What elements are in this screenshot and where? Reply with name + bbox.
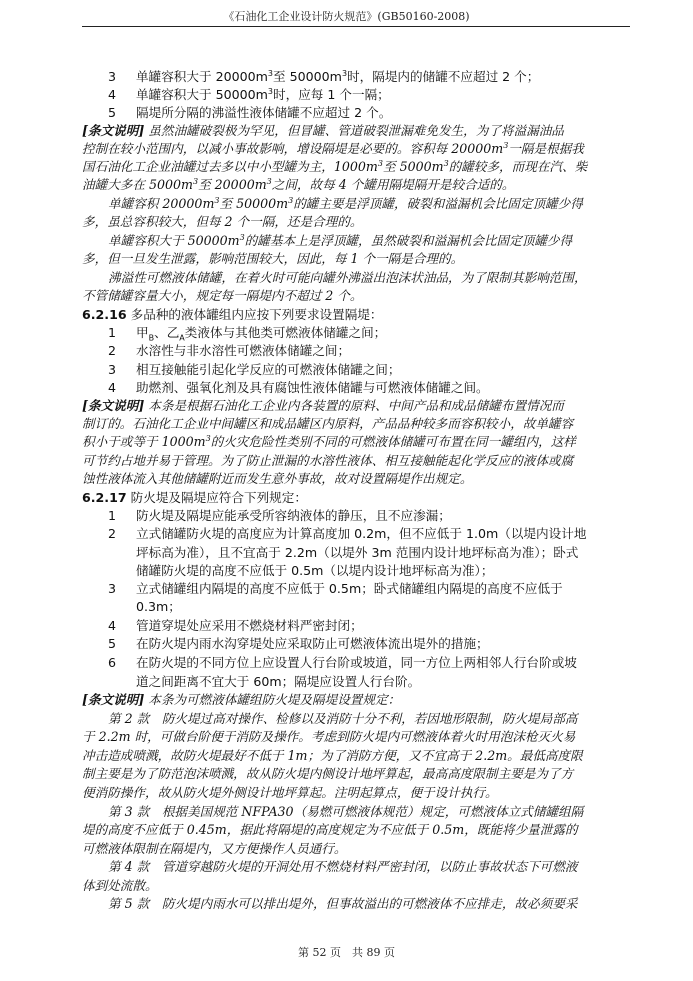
clause-number: 6.2.17 [82,490,127,505]
line-text: 国石油化工企业油罐过去多以中小型罐为主，$1000m^3$至 $5000m^3$的罐较多，而现在汽、柴 [82,158,588,174]
text-line [82,841,346,857]
text-line [108,655,577,671]
text-line [82,177,514,193]
line-text: 多品种的液体罐组内应按下列要求设置隔堤： [126,307,383,322]
paragraph-label: 第 2 款 [108,711,150,726]
paragraph-label: 第 4 款 [108,859,150,874]
text-line [82,141,584,157]
line-text: 单罐容积大于 $50000m^3$的罐基本上是浮顶罐，虽然破裂和溢漏机会比固定顶罐少得 [108,232,573,248]
text-line [82,123,564,139]
line-text: 单罐容积大于 $20000m^3$至 $50000m^3$时，隔堤内的储罐不应超过 2 个； [136,68,540,84]
text-line [108,233,572,249]
line-text: 助燃剂、强氧化剂及具有腐蚀性液体储罐与可燃液体储罐之间。 [136,380,489,395]
text-line [108,618,363,634]
line-text: 制主要是为了防范泡沫喷溅，故从防火堤内侧设计地坪算起，最高高度限制主要是为了方 [82,766,574,781]
text-line [82,785,498,801]
line-text: 单罐容积大于 $50000m^3$时，应每 1 个一隔； [136,86,390,102]
line-text: 于 2.2m 时，可做台阶便于消防及操作。考虑到防火堤内可燃液体着火时用泡沫枪灭火易 [82,729,576,744]
text-line [82,434,576,450]
line-text: 0.3m； [136,599,181,614]
text-line [82,159,587,175]
line-text: 在防火堤的不同方位上应设置人行台阶或坡道，同一方位上两相邻人行台阶或坡 [136,655,577,670]
text-line [136,674,420,690]
line-text: 立式储罐防火堤的高度应为计算高度加 0.2m，但不应低于 1.0m（以堤内设计地 [136,526,587,541]
text-line [108,581,563,597]
paragraph-label: 第 3 款 [108,804,150,819]
line-text: 堤的高度不应低于 0.45m，据此将隔堤的高度规定为不应低于 0.5m，既能将少量泄露的 [82,822,578,837]
line-text: 甲$_B$、乙$_A$类液体与其他类可燃液体储罐之间； [136,325,387,343]
line-text: 便消防操作，故从防火堤外侧设计地坪算起。注明起算点，便于设计执行。 [82,785,498,800]
text-line [82,307,383,323]
line-text: 本条为可燃液体罐组防火堤及隔堤设置规定： [144,692,401,707]
text-line [108,380,489,396]
text-line [108,711,577,727]
text-line [82,729,575,745]
line-text: 道之间距离不宜大于 60m；隔堤应设置人行台阶。 [136,674,421,689]
text-line [108,325,386,341]
line-text: 隔堤所分隔的沸溢性液体储罐不应超过 2 个。 [136,105,392,120]
text-line [108,343,350,359]
line-text: 在防火堤内雨水沟穿堤处应采取防止可燃液体流出堤外的措施； [136,636,489,651]
text-line [82,214,363,230]
text-line [82,490,307,506]
item-number: 4 [108,618,117,633]
text-line [82,471,472,487]
line-text: 不管储罐容量大小，规定每一隔堤内不超过 2 个。 [82,288,363,303]
page-footer: 第 52 页 共 89 页 [298,946,395,959]
text-line [108,69,539,85]
line-text: 冲击造成喷溅，故防火堤最好不低于 1m；为了消防方便，又不宜高于 2.2m。最低高度限 [82,748,583,763]
line-text: 多，虽总容积较大，但每 2 个一隔，还是合理的。 [82,214,363,229]
line-text: 防火堤内雨水可以排出堤外，但事故溢出的可燃液体不应排走，故必须要采 [149,896,578,911]
line-text: 本条是根据石油化工企业内各装置的原料、中间产品和成品储罐布置情况而 [144,398,564,413]
text-line [82,416,573,432]
text-line [82,878,158,894]
line-text: 储罐防火堤的高度不应低于 0.5m（以堤内设计地坪标高为准）； [136,563,494,578]
text-line [108,196,583,212]
text-line [108,508,451,524]
line-text: 多，但一旦发生泄露，影响范围较大，因此，每 1 个一隔是合理的。 [82,251,464,266]
text-line [136,563,493,579]
text-line [108,636,489,652]
text-line [82,251,463,267]
line-text: 控制在较小范围内，以减小事故影响，增设隔堤是必要的。容积每 $20000m^3$一隔是根据我 [82,140,584,156]
line-text: 坪标高为准），且不宜高于 2.2m（以堤外 3m 范围内设计地坪标高为准）；卧式 [136,545,579,560]
text-line [82,692,400,708]
line-text: 可燃液体限制在隔堤内，又方便操作人员通行。 [82,841,347,856]
paragraph-label: 第 5 款 [108,896,150,911]
line-text: 防火堤及隔堤应符合下列规定： [126,490,307,505]
line-text: 制订的。石油化工企业中间罐区和成品罐区内原料，产品品种较多而容积较小，故单罐容 [82,416,574,431]
line-text: 沸溢性可燃液体储罐，在着火时可能向罐外沸溢出泡沫状油品，为了限制其影响范围， [108,270,587,285]
line-text: 单罐容积 $20000m^3$至 $50000m^3$的罐主要是浮顶罐，破裂和溢漏机会比固定顶罐少得 [108,195,583,211]
line-text: 积小于或等于 $1000m^3$的火灾危险性类别不同的可燃液体储罐可布置在同一罐组内，这样 [82,433,576,449]
text-line [82,748,583,764]
line-text: 管道穿堤处应采用不燃烧材料严密封闭； [136,618,363,633]
item-number: 5 [108,636,117,651]
text-line [82,822,578,838]
line-text: 蚀性液体流入其他储罐附近而发生意外事故，故对设置隔堤作出规定。 [82,471,473,486]
item-number: 3 [108,69,117,84]
clause-number: 6.2.16 [82,307,127,322]
text-line [82,398,564,414]
header-rule [82,26,630,27]
line-text: 防火堤过高对操作、检修以及消防十分不利，若因地形限制，防火堤局部高 [149,711,578,726]
item-number: 1 [108,508,117,523]
line-text: 可节约占地并易于管理。为了防止泄漏的水溶性液体、相互接触能起化学反应的液体或腐 [82,453,574,468]
item-number: 2 [108,343,117,358]
text-line [108,526,586,542]
item-number: 4 [108,380,117,395]
line-text: 相互接触能引起化学反应的可燃液体储罐之间； [136,362,401,377]
text-line [108,859,577,875]
item-number: 5 [108,105,117,120]
line-text: 水溶性与非水溶性可燃液体储罐之间； [136,343,351,358]
item-number: 1 [108,325,117,340]
text-line [136,599,181,615]
running-header: 《石油化工企业设计防火规范》(GB50160-2008) [223,10,470,23]
text-line [108,105,391,121]
text-line [108,362,400,378]
text-line [82,453,573,469]
text-line [108,896,577,912]
text-line [108,270,587,286]
item-number: 3 [108,581,117,596]
line-text: 虽然油罐破裂极为罕见，但冒罐、管道破裂泄漏难免发生，为了将溢漏油品 [144,123,564,138]
item-number: 6 [108,655,117,670]
item-number: 3 [108,362,117,377]
text-line [108,804,583,820]
text-line [136,545,578,561]
text-line [82,288,363,304]
line-text: 根据美国规范 NFPA30（易燃可燃液体规范）规定，可燃液体立式储罐组隔 [149,804,584,819]
item-number: 2 [108,526,117,541]
clause-note-label: [条文说明] [82,123,145,138]
line-text: 管道穿越防火堤的开洞处用不燃烧材料严密封闭，以防止事故状态下可燃液 [149,859,578,874]
line-text: 防火堤及隔堤应能承受所容纳液体的静压，且不应渗漏； [136,508,451,523]
text-line [82,766,573,782]
item-number: 4 [108,87,117,102]
line-text: 立式储罐组内隔堤的高度不应低于 0.5m；卧式储罐组内隔堤的高度不应低于 [136,581,563,596]
clause-note-label: [条文说明] [82,398,145,413]
clause-note-label: [条文说明] [82,692,145,707]
text-line [108,87,390,103]
line-text: 体到处流散。 [82,878,158,893]
line-text: 油罐大多在 $5000m^3$至 $20000m^3$之间，故每 4 个罐用隔堤隔开是较合适的。 [82,176,515,192]
